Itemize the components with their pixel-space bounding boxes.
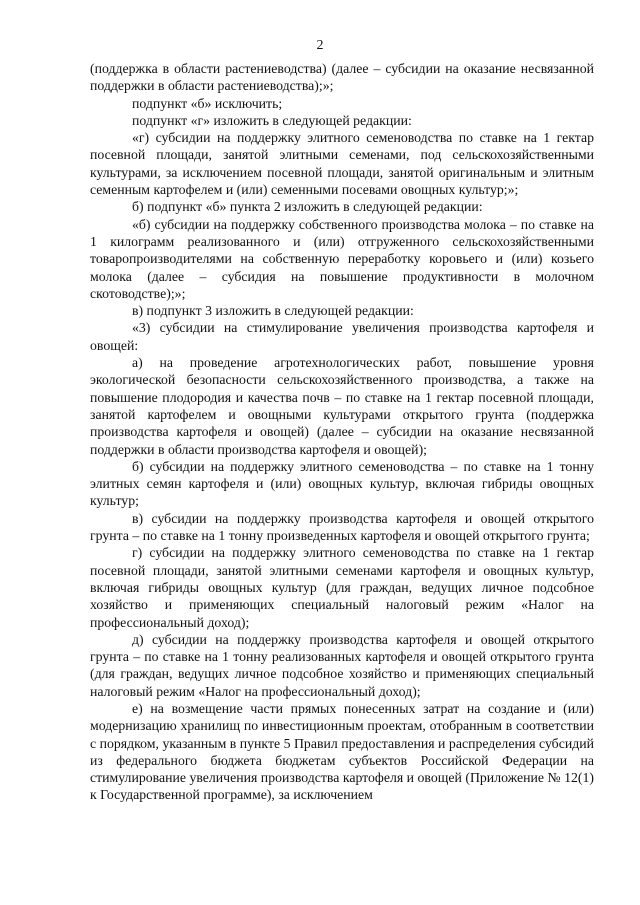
paragraph: «г) субсидии на поддержку элитного семеноводства по ставке на 1 гектар посевной площади, занятой элитными семенами, под сельскохозяйственными культурами, за исключением посевной площади, занятой оригинальным и элитным семенным картофелем и (или) семенными посевами овощных культур;»; <box>90 130 594 198</box>
paragraph: подпункт «б» исключить; <box>132 95 283 111</box>
paragraph: е) на возмещение части прямых понесенных затрат на создание и (или) модернизацию хранилищ по инвестиционным проектам, отобранным в соответствии с порядком, указанным в пункте 5 Правил предоставления и распределения субсидий из федерального бюджета бюджетам субъектов Российской Федерации на стимулирование увеличения производства картофеля и овощей (Приложение № 12(1) к Государственной программе), за исключением <box>90 700 594 803</box>
paragraph: подпункт «г» изложить в следующей редакции: <box>132 112 412 128</box>
paragraph: в) подпункт 3 изложить в следующей редакции: <box>132 303 414 319</box>
paragraph: б) субсидии на поддержку элитного семеноводства – по ставке на 1 тонну элитных семян картофеля и (или) овощных культур, включая гибриды овощных культур; <box>90 458 594 509</box>
document-body <box>90 60 594 804</box>
paragraph: «3) субсидии на стимулирование увеличения производства картофеля и овощей: <box>90 320 594 353</box>
paragraph: «б) субсидии на поддержку собственного производства молока – по ставке на 1 килограмм реализованного и (или) отгруженного сельскохозяйственными товаропроизводителями на собственную переработку коровьего и (или) козьего молока (далее – субсидия на повышение продуктивности в молочном скотоводстве);»; <box>90 216 594 301</box>
paragraph: (поддержка в области растениеводства) (далее – субсидии на оказание несвязанной поддержки в области растениеводства);»; <box>90 61 594 94</box>
paragraph: б) подпункт «б» пункта 2 изложить в следующей редакции: <box>132 199 483 215</box>
paragraph: д) субсидии на поддержку производства картофеля и овощей открытого грунта – по ставке на 1 тонну реализованных картофеля и овощей открытого грунта (для граждан, ведущих личное подсобное хозяйство и применяющих специальный налоговый режим «Налог на профессиональный доход); <box>90 631 594 699</box>
page-number: 2 <box>316 38 324 53</box>
paragraph: а) на проведение агротехнологических работ, повышение уровня экологической безопасности сельскохозяйственного производства, а также на повышение плодородия и качества почв – по ставке на 1 гектар посевной площади, занятой картофелем и овощными культурами открытого грунта (поддержка производства картофеля и овощей) (далее – субсидии на оказание несвязанной поддержки в области производства картофеля и овощей); <box>90 355 594 457</box>
paragraph: в) субсидии на поддержку производства картофеля и овощей открытого грунта – по ставке на 1 тонну произведенных картофеля и овощей открытого грунта; <box>90 510 594 544</box>
paragraph: г) субсидии на поддержку элитного семеноводства по ставке на 1 гектар посевной площади, занятой элитными семенами картофеля и овощных культур, включая гибриды овощных культур (для граждан, ведущих личное подсобное хозяйство и применяющих специальный налоговый режим «Налог на профессиональный доход); <box>90 545 594 630</box>
